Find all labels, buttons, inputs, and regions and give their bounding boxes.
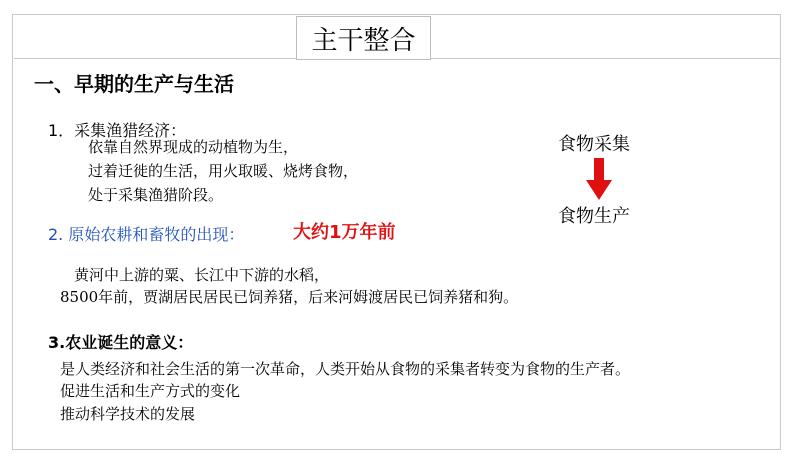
flow-from-label: 食物采集 xyxy=(558,134,630,155)
down-arrow-icon xyxy=(586,158,612,200)
item2-heading: 2. 原始农耕和畜牧的出现： xyxy=(48,225,245,244)
item3-line: 是人类经济和社会生活的第一次革命，人类开始从食物的采集者转变为食物的生产者。 xyxy=(60,360,631,378)
item1-line: 过着迁徙的生活，用火取暖、烧烤食物， xyxy=(88,162,359,180)
item3-line: 促进生活和生产方式的变化 xyxy=(60,382,241,400)
item3-line: 推动科学技术的发展 xyxy=(60,405,196,423)
flow-to-label: 食物生产 xyxy=(558,206,630,227)
item2-line: 黄河中上游的粟、长江中下游的水稻， xyxy=(74,266,330,284)
item1-line: 处于采集渔猎阶段。 xyxy=(88,186,224,204)
item1-line: 依靠自然界现成的动植物为生， xyxy=(88,138,299,156)
item2-time: 大约1万年前 xyxy=(293,222,396,243)
page-title: 主干整合 xyxy=(296,16,431,60)
item1-heading: 1．采集渔猎经济： xyxy=(48,121,187,140)
item2-line: 8500年前，贾湖居民居民已饲养猪，后来河姆渡居民已饲养猪和狗。 xyxy=(60,288,519,306)
item3-heading: 3.农业诞生的意义： xyxy=(48,333,194,352)
section-heading: 一、早期的生产与生活 xyxy=(34,72,234,96)
